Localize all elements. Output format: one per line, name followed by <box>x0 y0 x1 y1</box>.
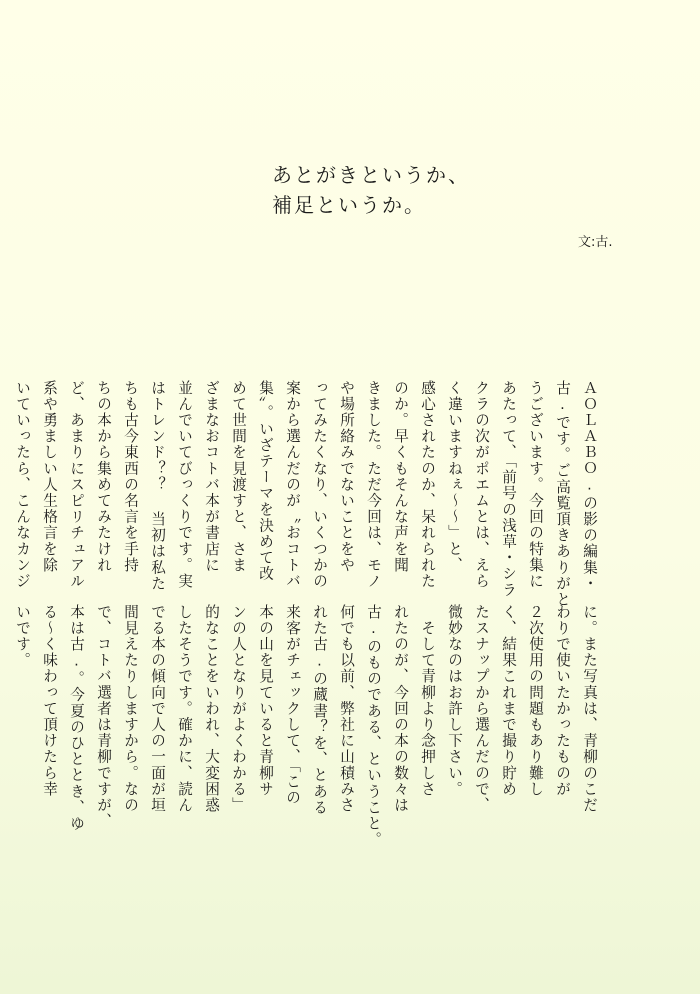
body-text-block-1 <box>0 306 630 608</box>
body-column: 案から選んだのが〝おコトバ <box>284 380 301 590</box>
body-column: く、結果これまで撮り貯め <box>500 604 517 798</box>
body-column: 来客がチェックして、「この <box>284 604 301 806</box>
body-column: したそうです。確かに、読ん <box>176 604 193 814</box>
body-column: いです。 <box>14 604 31 669</box>
body-column: わりで使いたかったものが <box>554 604 571 798</box>
body-column: 集〟。いざテーマを決めて改 <box>257 380 274 582</box>
body-column: ど、あまりにスピリチュアル <box>68 380 85 590</box>
body-column: きました。ただ今回は、モノ <box>365 380 382 590</box>
body-column: れたのが、今回の本の数々は <box>392 604 409 814</box>
body-column: 微妙なのはお許し下さい。 <box>446 604 463 798</box>
body-column: る〜く味わって頂けたら幸 <box>41 604 58 798</box>
body-column: ちも古今東西の名言を手持 <box>122 380 139 574</box>
body-column: のか。早くもそんな声を聞 <box>392 380 409 574</box>
body-column: めて世間を見渡すと、さま <box>230 380 247 574</box>
body-column: たスナップから選んだので、 <box>473 604 490 814</box>
body-column: いていったら、こんなカンジ <box>14 380 31 590</box>
body-column: 系や勇ましい人生格言を除 <box>41 380 58 574</box>
body-column: うございます。今回の特集に <box>527 380 544 590</box>
body-column: れた古.の蔵書？を、とある <box>311 604 328 816</box>
body-column: でる本の傾向で人の一面が垣 <box>149 604 166 814</box>
body-column: や場所絡みでないことをや <box>338 380 355 574</box>
author-credit: 文:古. <box>578 235 613 250</box>
title-line-2: 補足というか。 <box>272 193 426 217</box>
body-column: クラの次がポエムとは、えら <box>473 380 490 590</box>
body-text-block-2 <box>0 530 630 848</box>
body-column: に。また写真は、青柳のこだ <box>581 604 598 814</box>
body-column: 古.のものである、ということ。 <box>365 604 382 848</box>
body-column: ちの本から集めてみたけれ <box>95 380 112 574</box>
body-column: ンの人となりがよくわかる」 <box>230 604 247 814</box>
body-column: 的なことをいわれ、大変困惑 <box>203 604 220 814</box>
body-column: 並んでいてびっくりです。実 <box>176 380 193 590</box>
body-column: で、コトバ選者は青柳ですが、 <box>95 604 112 830</box>
article-title <box>272 160 532 220</box>
body-column: ってみたくなり、いくつかの <box>311 380 328 590</box>
body-column: はトレンド？？ 当初は私た <box>149 380 166 592</box>
body-column: 本の山を見ていると青柳サ <box>257 604 274 798</box>
body-column: く違いますねぇ〜〜」と、 <box>446 380 463 574</box>
body-column: ＡＯＬＡＢＯ.の影の編集・ <box>581 380 598 592</box>
body-column: 古.です。ご高覧頂きありがと <box>554 380 571 608</box>
body-column: ざまなおコトバ本が書店に <box>203 380 220 574</box>
body-column: そして青柳より念押しさ <box>419 604 436 798</box>
body-column: あたって、「前号の浅草・シラ <box>500 380 517 599</box>
body-column: 感心されたのか、呆れられた <box>419 380 436 590</box>
body-column: 何でも以前、弊社に山積みさ <box>338 604 355 814</box>
body-column: 本は古.。今夏のひととき、ゆ <box>68 604 85 832</box>
body-column: ２次使用の問題もあり難し <box>527 604 544 798</box>
body-column: 間見えたりしますから。なの <box>122 604 139 814</box>
title-line-1: あとがきというか、 <box>272 163 470 187</box>
